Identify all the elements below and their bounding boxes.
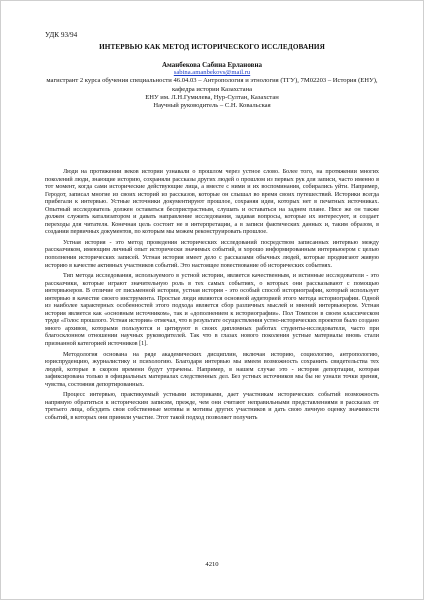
article-body: [45, 169, 379, 426]
author-affiliation: ЕНУ им. Л.Н.Гумилева, Нур-Султан, Казахстан: [145, 93, 279, 101]
article-title: ИНТЕРВЬЮ КАК МЕТОД ИСТОРИЧЕСКОГО ИССЛЕДОВАНИЯ: [99, 43, 325, 51]
body-paragraph: Устная история - это метод проведения исторических исследований посредством записанных интервью между рассказчиком, имеющим личный опыт исторически значимых событий, и хорошо информированным интервьюером с целью пополнения исторических записей. Устная история имеет дело с рассказами обычных людей, которые продвигают живую историю в качестве активных участников событий. Это настоящее повествование об исторических событиях.: [45, 239, 379, 269]
body-paragraph: Методология основана на ряде академических дисциплин, включая историю, социологию, антропологию, юриспруденцию, журналистику и психологию. Благодаря интервью мы имеем возможность сохранить свидетельства тех людей, которые в скором времени будут утрачены. Например, в нашем случае это - история депортации, которая зафиксирована только в официальных материалах следственных дел. Без устных источников мы бы не узнали точки зрения, чувства, состояния депортированных.: [45, 351, 379, 388]
author-block: [45, 61, 379, 110]
page-number: 4210: [205, 561, 219, 568]
body-paragraph: Люди на протяжении веков истории узнавали о прошлом через устное слово. Более того, на протяжении многих поколений люди, знающие историю, сохраняли рассказы других людей о прошлом из первых рук для записи, часто именно в тот момент, когда сами исторические действующие лица, а вместе с ними и их воспоминания, собирались уйти. Например, Геродот, записал многие из своих историй из рассказов, которые он слышал во время своих путешествий. Историки всегда прибегали к интервью. Устные источники документируют прошлое, сохраняя идеи, которых нет в печатных источниках. Опытный исследователь должен оставаться беспристрастным, слушать и оставаться на заднем плане. Нвсе же он также должен служить катализатором и давать направление исследования, задавая вопросы, которые их интересуют, и создает переходы для читателя. Конечная цель состоит не в интерпретации, а в записи фактических данных и, таким образом, в создании первичных документов, по которым мы можем реконструировать прошлое.: [45, 169, 379, 236]
author-position: магистрант 2 курса обучения специальности 46.04.03 – Антропология и этнология (ТГУ), 7М02203 – История (ЕНУ), кафедра истории Казахстана: [46, 77, 378, 93]
udk-code: УДК 93/94: [45, 31, 78, 39]
body-paragraph: Процесс интервью, практикуемый устными историками, дает участникам исторических событий возможность напрямую обратиться к историческим записям, прежде, чем они считают неправильными представлениями в рассказах от третьего лица, обсудить свои собственные мотивы и мотивы других участников и дать свою личную оценку значимости событий, в которых они приняли участие. Этот такой подход позволяет получить: [45, 392, 379, 421]
author-email-link[interactable]: sabina.amanbekovs@mail.ru: [173, 69, 251, 77]
author-name: Аманбекова Сабина Ерлановна: [162, 61, 262, 69]
body-paragraph: Тип метода исследования, используемого в устной истории, является качественным, и истинные исследователи - это рассказчики, которые играют значительную роль в тех самых событиях, о которых они рассказывают с помощью интервьюеров. В отличие от письменной истории, устная история - это особый способ историографии, который использует интервью в качестве своего инструмента. Простые люди являются основной аудиторией этого метода историографии. Одной из наиболее характерных особенностей этого подхода является сбор различных мыслей и мнений интервьюером. Устная история является как «основным источником», так и «дополнением к историографии». Пол Томпсон в своем классическом труде «Голос прошлого. Устная история» отмечал, что в результате осуществления устно-исторических проектов было создано много архивов, которыми пользуются и цитируют в своих дипломных работах студенты-исследователи, часто при благосклонном отношении научных руководителей. Так что в глазах нового поколения устные материалы вновь стали признанной категорией источников [1].: [45, 273, 379, 348]
scientific-supervisor: Научный руководитель – С.Н. Ковальская: [153, 102, 271, 110]
